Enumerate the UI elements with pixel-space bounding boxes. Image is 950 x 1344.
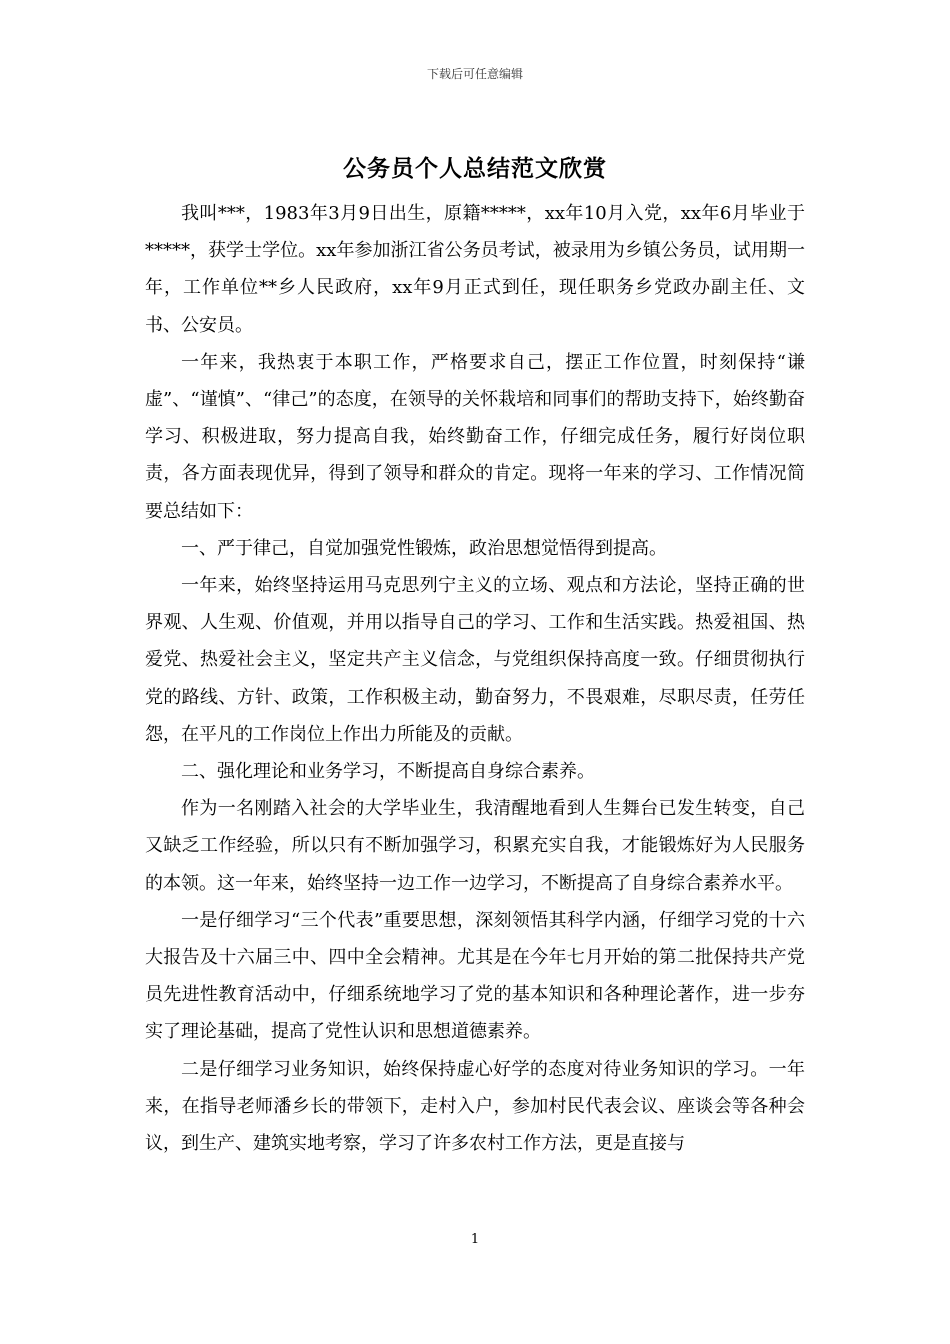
page-number: 1 — [470, 1232, 480, 1247]
paragraph-section-1: 一年来，始终坚持运用马克思列宁主义的立场、观点和方法论，坚持正确的世界观、人生观、价值观，并用以指导自己的学习、工作和生活实践。热爱祖国、热爱党、热爱社会主义，坚定共产主义信念，与党组织保持高度一致。仔细贯彻执行党的路线、方针、政策，工作积极主动，勤奋努力，不畏艰难，尽职尽责，任劳任怨，在平凡的工作岗位上作出力所能及的贡献。 — [145, 575, 805, 745]
paragraph-point-2: 二是仔细学习业务知识，始终保持虚心好学的态度对待业务知识的学习。一年来，在指导老师潘乡长的带领下，走村入户，参加村民代表会议、座谈会等各种会议，到生产、建筑实地考察，学习了许多农村工作方法，更是直接与 — [145, 1058, 805, 1155]
paragraph-point-1: 一是仔细学习“三个代表”重要思想，深刻领悟其科学内涵，仔细学习党的十六大报告及十六届三中、四中全会精神。尤其是在今年七月开始的第二批保持共产党员先进性教育活动中，仔细系统地学习了党的基本知识和各种理论著作，进一步夯实了理论基础，提高了党性认识和思想道德素养。 — [145, 909, 805, 1043]
page-header-note: 下载后可任意编辑 — [426, 67, 523, 81]
paragraph-overview: 一年来，我热衷于本职工作，严格要求自己，摆正工作位置，时刻保持“谦虚”、“谨慎”、“律己”的态度，在领导的关怀栽培和同事们的帮助支持下，始终勤奋学习、积极进取，努力提高自我，始终勤奋工作，仔细完成任务，履行好岗位职责，各方面表现优异，得到了领导和群众的肯定。现将一年来的学习、工作情况简要总结如下： — [145, 351, 805, 522]
document-body — [145, 195, 805, 1162]
paragraph-intro: 我叫***，1983年3月9日出生，原籍*****，xx年10月入党，xx年6月毕业于*****，获学士学位。xx年参加浙江省公务员考试，被录用为乡镇公务员，试用期一年，工作单位**乡人民政府，xx年9月正式到任，现任职务乡党政办副主任、文书、公安员。 — [145, 203, 805, 336]
document-title: 公务员个人总结范文欣赏 — [343, 156, 607, 182]
paragraph-section-2: 作为一名刚踏入社会的大学毕业生，我清醒地看到人生舞台已发生转变，自己又缺乏工作经验，所以只有不断加强学习，积累充实自我，才能锻炼好为人民服务的本领。这一年来，始终坚持一边工作一边学习，不断提高了自身综合素养水平。 — [145, 798, 805, 894]
section-heading-1: 一、严于律己，自觉加强党性锻炼，政治思想觉悟得到提高。 — [181, 537, 667, 559]
section-heading-2: 二、强化理论和业务学习，不断提高自身综合素养。 — [181, 761, 595, 783]
